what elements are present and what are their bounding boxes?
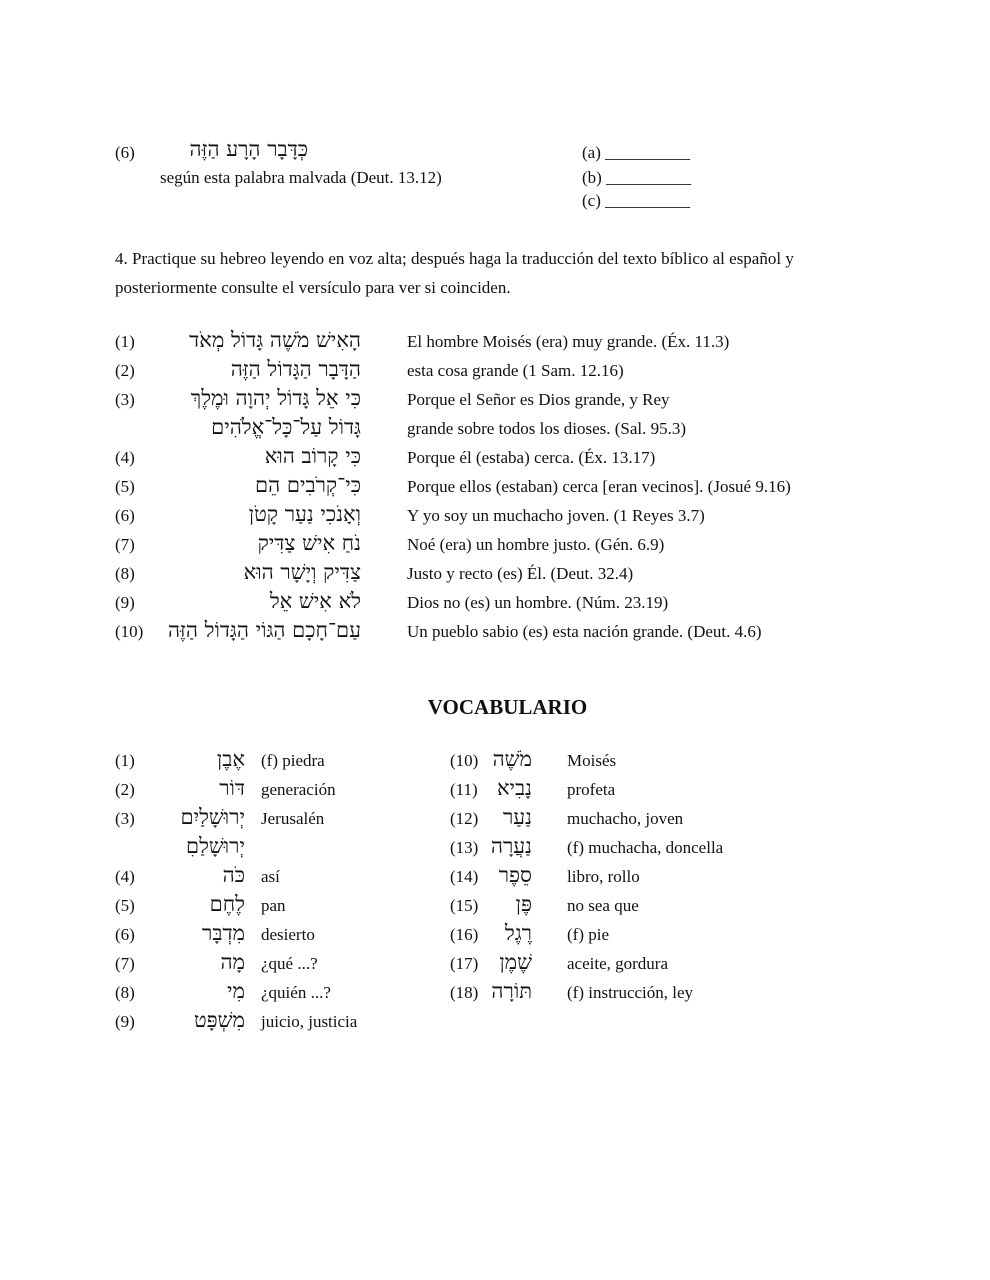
vocab-translation: Jerusalén [261,809,325,828]
vocab-hebrew: דּוֹר [219,776,245,800]
vocab-number: (4) [115,867,135,886]
vocab-item [450,776,810,805]
reading-hebrew: לֹא אִישׁ אֵל [269,589,361,613]
exercise6-translation: según esta palabra malvada (Deut. 13.12) [160,168,442,187]
vocab-hebrew: כֹּה [222,863,245,887]
reading-number: (2) [115,361,135,380]
reading-hebrew: עַם־חָכָם הַגּוֹי הַגָּדוֹל הַזֶּה [167,618,361,642]
vocab-translation: libro, rollo [567,867,640,886]
reading-hebrew: כִּי אֵל גָּדוֹל יְהוָה וּמֶלֶךְ [190,386,361,410]
reading-hebrew: גָּדוֹל עַל־כָּל־אֱלֹהִים [211,415,361,439]
vocab-hebrew: יְרוּשָׁלַםִ [186,834,245,858]
reading-row [115,531,875,560]
vocab-hebrew: מִדְבָּר [202,921,245,945]
vocab-hebrew: מִשְׁפָּט [193,1008,245,1032]
exercise4-instructions: 4. Practique su hebreo leyendo en voz alta; después haga la traducción del texto bíblico al español y posteriormente consulte el versículo para ver si coinciden. [115,249,794,297]
vocab-translation: (f) instrucción, ley [567,983,694,1002]
reading-translation: El hombre Moisés (era) muy grande. (Éx. 11.3) [407,332,730,351]
vocabulary-column-left [115,747,435,1037]
vocab-hebrew: רֶגֶל [504,921,532,945]
reading-hebrew: הַדָּבָר הַגָּדוֹל הַזֶּה [230,357,361,381]
vocab-item [450,921,810,950]
vocab-number: (18) [450,983,479,1002]
vocab-number: (7) [115,954,135,973]
reading-row [115,415,875,444]
vocab-hebrew: סֵפֶר [498,863,532,887]
reading-row [115,618,875,647]
reading-row [115,589,875,618]
vocab-number: (17) [450,954,479,973]
vocab-number: (13) [450,838,479,857]
vocab-hebrew: יְרוּשָׁלַיִם [180,805,245,829]
vocab-item [115,979,435,1008]
vocab-number: (10) [450,751,479,770]
vocab-translation: juicio, justicia [261,1012,358,1031]
reading-row [115,328,875,357]
reading-translation: Porque el Señor es Dios grande, y Rey [407,390,670,409]
vocab-hebrew: שֶׁמֶן [499,950,532,974]
reading-number: (6) [115,506,135,525]
answer-blank-a: (a) __________ [582,143,691,162]
reading-row [115,502,875,531]
reading-translation: Y yo soy un muchacho joven. (1 Reyes 3.7) [407,506,705,525]
vocab-hebrew: מֹשֶׁה [492,747,532,771]
vocab-translation: (f) muchacha, doncella [567,838,724,857]
vocab-hebrew: נָבִיא [496,776,532,800]
vocab-translation: (f) piedra [261,751,325,770]
vocab-number: (12) [450,809,479,828]
vocab-item [450,950,810,979]
vocab-translation: Moisés [567,751,617,770]
reading-hebrew: הָאִישׁ מֹשֶׁה גָּדוֹל מְאֹד [189,328,361,352]
vocab-hebrew: פֶּן [515,892,532,916]
vocab-item [450,979,810,1008]
vocab-hebrew: לֶחֶם [209,892,245,916]
reading-number: (9) [115,593,135,612]
vocab-number: (1) [115,751,135,770]
reading-number: (4) [115,448,135,467]
reading-row [115,473,875,502]
vocab-translation: pan [261,896,286,915]
vocab-hebrew: אֶבֶן [216,747,245,771]
reading-row [115,444,875,473]
reading-number: (7) [115,535,135,554]
vocabulary-column-right [450,747,810,1008]
vocab-number: (6) [115,925,135,944]
vocab-hebrew: תּוֹרָה [491,979,532,1003]
reading-row [115,357,875,386]
reading-translation: Un pueblo sabio (es) esta nación grande. (Deut. 4.6) [407,622,762,641]
vocab-number: (15) [450,896,479,915]
vocab-item [450,747,810,776]
reading-number: (1) [115,332,135,351]
vocab-item [115,1008,435,1037]
vocab-number: (8) [115,983,135,1002]
reading-translation: Porque él (estaba) cerca. (Éx. 13.17) [407,448,656,467]
vocab-item [115,863,435,892]
reading-hebrew: כִּי קָרוֹב הוּא [264,444,361,468]
reading-translation: esta cosa grande (1 Sam. 12.16) [407,361,624,380]
reading-hebrew: צַדִּיק וְיָשָׁר הוּא [243,560,361,584]
vocab-translation: generación [261,780,336,799]
vocab-item [450,834,810,863]
vocab-item [115,776,435,805]
vocab-translation: (f) pie [567,925,610,944]
vocab-hebrew: מִי [227,979,245,1003]
vocab-item [450,805,810,834]
reading-translation: grande sobre todos los dioses. (Sal. 95.3) [407,419,687,438]
reading-translation: Justo y recto (es) Él. (Deut. 32.4) [407,564,634,583]
vocab-translation: no sea que [567,896,639,915]
vocab-translation: desierto [261,925,315,944]
vocab-translation: así [261,867,280,886]
vocab-translation: profeta [567,780,616,799]
vocab-hebrew: מָה [220,950,245,974]
vocab-item [115,805,435,834]
vocab-number: (5) [115,896,135,915]
vocab-hebrew: נַעֲרָה [490,834,532,858]
vocab-number: (2) [115,780,135,799]
vocab-translation: ¿quién ...? [261,983,331,1002]
vocab-item [115,892,435,921]
reading-translation: Noé (era) un hombre justo. (Gén. 6.9) [407,535,665,554]
reading-hebrew: כִּי־קְרֹבִים הֵם [255,473,361,497]
answer-blank-c: (c) __________ [582,191,691,210]
reading-number: (5) [115,477,135,496]
vocab-item [115,950,435,979]
vocab-number: (16) [450,925,479,944]
vocab-number: (3) [115,809,135,828]
vocab-item [115,834,435,863]
exercise6-number: (6) [115,143,135,162]
reading-hebrew: נֹחַ אִישׁ צַדִּיק [257,531,361,555]
vocab-translation: ¿qué ...? [261,954,318,973]
answer-blank-b: (b) __________ [582,168,692,187]
vocab-translation: muchacho, joven [567,809,684,828]
reading-translation: Porque ellos (estaban) cerca [eran vecinos]. (Josué 9.16) [407,477,791,496]
reading-translation: Dios no (es) un hombre. (Núm. 23.19) [407,593,669,612]
vocab-number: (14) [450,867,479,886]
vocab-item [115,921,435,950]
vocab-item [450,892,810,921]
reading-hebrew: וְאָנֹכִי נַעַר קָטֹן [248,502,361,526]
reading-number: (10) [115,622,144,641]
vocab-number: (9) [115,1012,135,1031]
vocab-hebrew: נַעַר [502,805,532,829]
reading-number: (3) [115,390,135,409]
vocab-item [450,863,810,892]
reading-row [115,386,875,415]
vocabulary-title: VOCABULARIO [427,695,588,719]
reading-row [115,560,875,589]
vocab-translation: aceite, gordura [567,954,668,973]
exercise6-hebrew: כְּדָּבָר הָרָע הַזֶּה [189,137,308,161]
vocab-item [115,747,435,776]
vocab-number: (11) [450,780,478,799]
reading-list [115,328,875,647]
reading-number: (8) [115,564,135,583]
